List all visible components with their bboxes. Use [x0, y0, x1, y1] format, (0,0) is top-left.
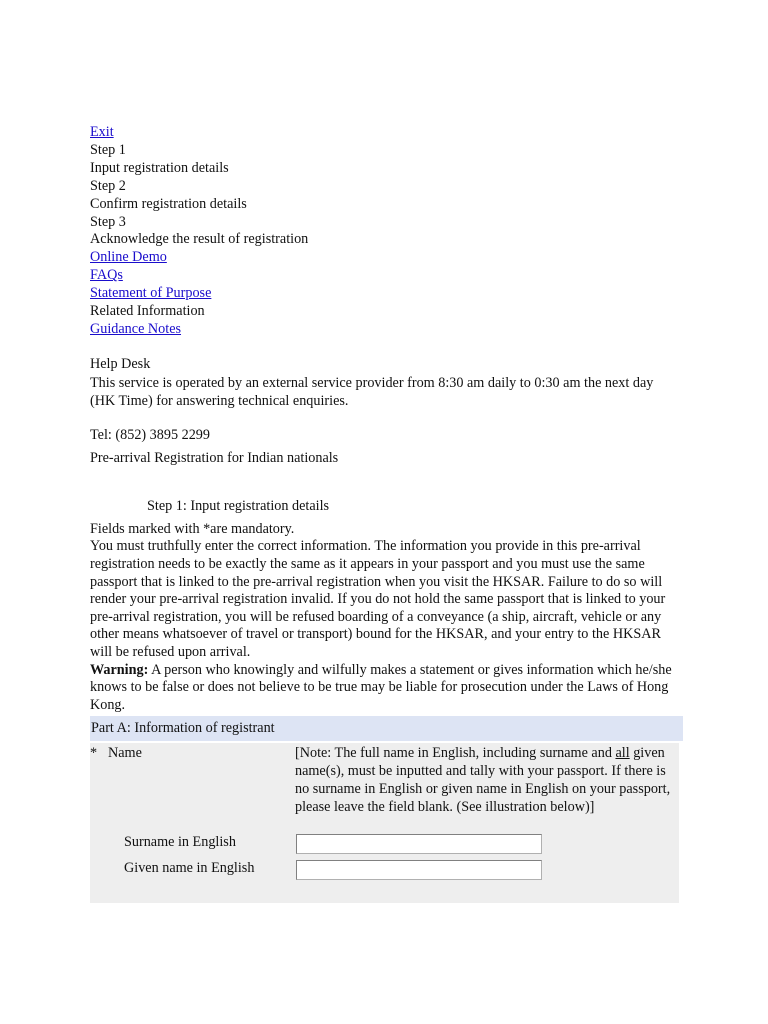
warning-label: Warning: [90, 661, 149, 678]
given-name-label: Given name in English [124, 860, 255, 877]
step2-label: Step 2 [90, 177, 126, 194]
step1-text: Input registration details [90, 159, 229, 176]
warning-text [90, 662, 682, 715]
part-a-section [90, 743, 679, 903]
required-asterisk: * [90, 745, 98, 762]
help-desk-title: Help Desk [90, 355, 151, 372]
step2-text: Confirm registration details [90, 195, 247, 212]
nav-faqs [90, 267, 680, 285]
registration-page [90, 124, 680, 903]
part-a-header: Part A: Information of registrant [90, 716, 683, 741]
exit-link[interactable]: Exit [90, 124, 114, 140]
step3-label: Step 3 [90, 213, 126, 230]
nav-guidance [90, 321, 680, 339]
nav-online-demo [90, 249, 680, 267]
name-row-label [90, 745, 142, 762]
note-text-after: given name(s), must be inputted and tally with your passport. If there is no surname in English or given name in English on your passport, please leave the field blank. (See illustration below)] [295, 745, 671, 815]
nav-statement [90, 285, 680, 303]
online-demo-link[interactable]: Online Demo [90, 249, 167, 266]
help-desk-text: This service is operated by an external service provider from 8:30 am daily to 0:30 am the next day (HK Time) for answering technical enquiries. [90, 374, 654, 409]
nav-exit [90, 124, 680, 142]
instructions-text: You must truthfully enter the correct information. The information you provide in this pre-arrival registration needs to be exactly the same as it appears in your passport and you must use the same passport that is linked to the pre-arrival registration when you visit the HKSAR. Failure to do so will render your pre-arrival registration invalid. If you do not hold the same passport that is linked to your pre-arrival registration, you will be refused boarding of a conveyance (a ship, aircraft, vehicle or any other means whatsoever of travel or transport) bound for the HKSAR, and your entry to the HKSAR will be refused upon arrival. [90, 538, 666, 660]
note-text-before: [Note: The full name in English, including surname and [295, 745, 616, 762]
surname-label: Surname in English [124, 834, 236, 851]
given-name-input[interactable] [296, 860, 542, 880]
warning-body: A person who knowingly and wilfully makes a statement or gives information which he/she knows to be false or does not believe to be true may be liable for prosecution under the Laws of Hong Kong. [90, 661, 672, 713]
step3-text: Acknowledge the result of registration [90, 231, 309, 248]
step-heading: Step 1: Input registration details [147, 497, 330, 514]
name-label: Name [108, 745, 142, 762]
surname-input[interactable] [296, 834, 542, 854]
related-information: Related Information [90, 303, 205, 320]
help-desk-tel: Tel: (852) 3895 2299 [90, 426, 210, 443]
faqs-link[interactable]: FAQs [90, 267, 123, 284]
statement-of-purpose-link[interactable]: Statement of Purpose [90, 285, 212, 302]
name-note [295, 745, 675, 816]
mandatory-note: Fields marked with *are mandatory. [90, 520, 295, 537]
step1-label: Step 1 [90, 141, 126, 158]
note-text-underlined: all [615, 745, 630, 762]
page-title: Pre-arrival Registration for Indian nationals [90, 449, 339, 466]
guidance-notes-link[interactable]: Guidance Notes [90, 320, 182, 337]
